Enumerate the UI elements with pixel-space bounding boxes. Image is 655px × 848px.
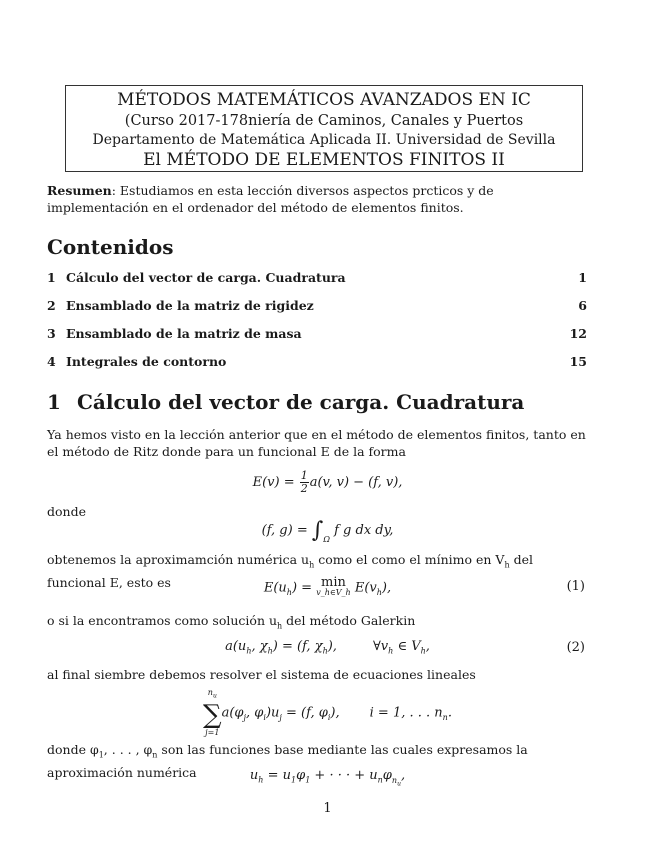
text: o si la encontramos como solución u xyxy=(47,613,278,628)
toc-item-page: 15 xyxy=(569,354,587,369)
abstract-label: Resumen xyxy=(47,183,112,198)
equation-system xyxy=(0,688,655,738)
eq3-part: a(φ xyxy=(221,705,244,721)
sum-symbol: ∑ xyxy=(203,699,222,730)
fraction-denominator: 2 xyxy=(300,482,308,495)
subscript: h xyxy=(277,621,283,631)
eq2-part: ) = (f, χ xyxy=(272,639,323,654)
subscript: h xyxy=(388,646,394,656)
equation-expansion xyxy=(0,768,655,787)
contents-heading: Contenidos xyxy=(47,235,174,259)
text: son las funciones base mediante las cuales expresamos la aproximación numérica xyxy=(47,742,528,780)
fraction-numerator: 1 xyxy=(300,469,308,482)
subscript: u xyxy=(397,780,401,788)
eq2-part: ∀v xyxy=(372,639,389,654)
equation-2 xyxy=(0,639,655,656)
eq2-part: , xyxy=(425,639,430,654)
paragraph-galerkin xyxy=(47,612,587,635)
abstract xyxy=(47,182,587,216)
subscript: 1 xyxy=(98,750,104,760)
subscript-n: n xyxy=(391,775,398,785)
text: del funcional E, esto es xyxy=(47,552,533,590)
subscript: j xyxy=(279,712,282,722)
text: donde φ xyxy=(47,742,99,757)
eq-inner-rhs: f g dx dy, xyxy=(329,523,394,538)
eq3-part: )u xyxy=(265,705,280,721)
eq1-part: E(v xyxy=(350,580,377,596)
toc-item-title: Ensamblado de la matriz de masa xyxy=(66,326,302,341)
equation-1 xyxy=(0,575,655,598)
equation-number-1: (1) xyxy=(566,579,585,594)
toc-item-number: 1 xyxy=(47,270,56,285)
paragraph-intro: Ya hemos visto en la lección anterior que en el método de elementos finitos, tanto en el método de Ritz donde para un funcional E de la forma xyxy=(47,427,586,459)
subscript: h xyxy=(309,560,315,570)
eq3-part: , φ xyxy=(246,705,264,721)
toc-item-page: 6 xyxy=(578,298,587,313)
toc-item-title: Cálculo del vector de carga. Cuadratura xyxy=(66,270,346,285)
subscript: h xyxy=(267,646,273,656)
subscript: n xyxy=(442,712,448,722)
subscript: n xyxy=(152,750,158,760)
eq3-part: . xyxy=(447,705,452,721)
eq-energy-rhs: a(v, v) − (f, v), xyxy=(309,475,403,490)
min-subscript: v_h∈V_h xyxy=(316,588,351,597)
eq4-part: φ xyxy=(296,768,306,783)
eq4-part: u xyxy=(249,768,259,783)
lesson-title: El MÉTODO DE ELEMENTOS FINITOS II xyxy=(143,150,505,170)
paragraph-donde: donde xyxy=(47,504,86,519)
subscript xyxy=(391,775,401,788)
eq2-part: ∈ V xyxy=(393,639,421,654)
subscript: i xyxy=(327,712,331,722)
course-line: (Curso 2017-178niería de Caminos, Canales y Puertos xyxy=(124,113,524,129)
subscript: h xyxy=(258,775,264,785)
eq-inner-lhs: (f, g) = xyxy=(261,523,312,538)
subscript: j xyxy=(243,712,247,722)
eq3-part: ), xyxy=(330,705,340,721)
equation-number-2: (2) xyxy=(566,640,585,655)
eq4-part: , xyxy=(400,768,406,783)
toc-item-title: Integrales de contorno xyxy=(66,354,227,369)
eq-energy-lhs: E(v) = xyxy=(252,475,299,490)
min-label: min xyxy=(321,575,346,590)
eq2-part: , χ xyxy=(251,639,268,654)
eq1-part: E(u xyxy=(263,580,287,596)
section-title: Cálculo del vector de carga. Cuadratura xyxy=(77,390,525,414)
text: del método Galerkin xyxy=(282,613,416,628)
sum-upper-n: n xyxy=(207,688,213,697)
text: , . . . , φ xyxy=(103,742,153,757)
toc-item-number: 3 xyxy=(47,326,56,341)
integral-domain: Ω xyxy=(323,535,330,544)
subscript: 1 xyxy=(305,775,311,785)
eq1-part: ) = xyxy=(291,580,317,596)
subscript: h xyxy=(246,646,252,656)
sum-operator xyxy=(203,688,222,738)
fraction xyxy=(300,470,309,495)
toc-item-page: 12 xyxy=(569,326,587,341)
subscript: h xyxy=(286,588,292,598)
section-heading xyxy=(47,390,524,414)
eq3-part: = (f, φ xyxy=(281,705,328,721)
eq4-part: φ xyxy=(382,768,392,783)
eq1-part: ), xyxy=(381,580,392,596)
subscript: 1 xyxy=(290,775,297,785)
subscript: h xyxy=(376,588,382,598)
title-box xyxy=(65,85,583,172)
equation-energy xyxy=(0,470,655,495)
course-title: MÉTODOS MATEMÁTICOS AVANZADOS EN IC xyxy=(117,90,531,110)
subscript: h xyxy=(322,646,328,656)
min-operator xyxy=(316,575,351,598)
subscript: u xyxy=(212,692,217,700)
page-number: 1 xyxy=(323,801,332,816)
text: como el como el mínimo en V xyxy=(314,552,505,567)
toc-item-number: 4 xyxy=(47,354,56,369)
paragraph-system: al final siembre debemos resolver el sistema de ecuaciones lineales xyxy=(47,667,476,682)
equation-inner-product xyxy=(0,518,655,544)
subscript: h xyxy=(504,560,510,570)
toc-item-page: 1 xyxy=(578,270,587,285)
department-line: Departamento de Matemática Aplicada II. Universidad de Sevilla xyxy=(92,132,556,148)
subscript: h xyxy=(420,646,426,656)
integral-symbol: ∫ xyxy=(311,518,324,543)
abstract-text: : Estudiamos en esta lección diversos aspectos prcticos y de implementación en el ordenador del método de elementos finitos. xyxy=(47,183,494,215)
subscript: i xyxy=(263,712,266,722)
toc-item-number: 2 xyxy=(47,298,56,313)
eq2-part: a(u xyxy=(225,639,247,654)
text: obtenemos la aproximamción numérica u xyxy=(47,552,310,567)
section-number: 1 xyxy=(47,390,61,414)
subscript: n xyxy=(377,775,383,785)
eq3-part: i = 1, . . . n xyxy=(369,705,443,721)
eq2-part: ), xyxy=(327,639,337,654)
eq4-part: = u xyxy=(263,768,291,783)
eq4-part: + · · · + u xyxy=(310,768,378,783)
toc-item-title: Ensamblado de la matriz de rigidez xyxy=(66,298,314,313)
sum-lower: j=1 xyxy=(205,727,220,737)
